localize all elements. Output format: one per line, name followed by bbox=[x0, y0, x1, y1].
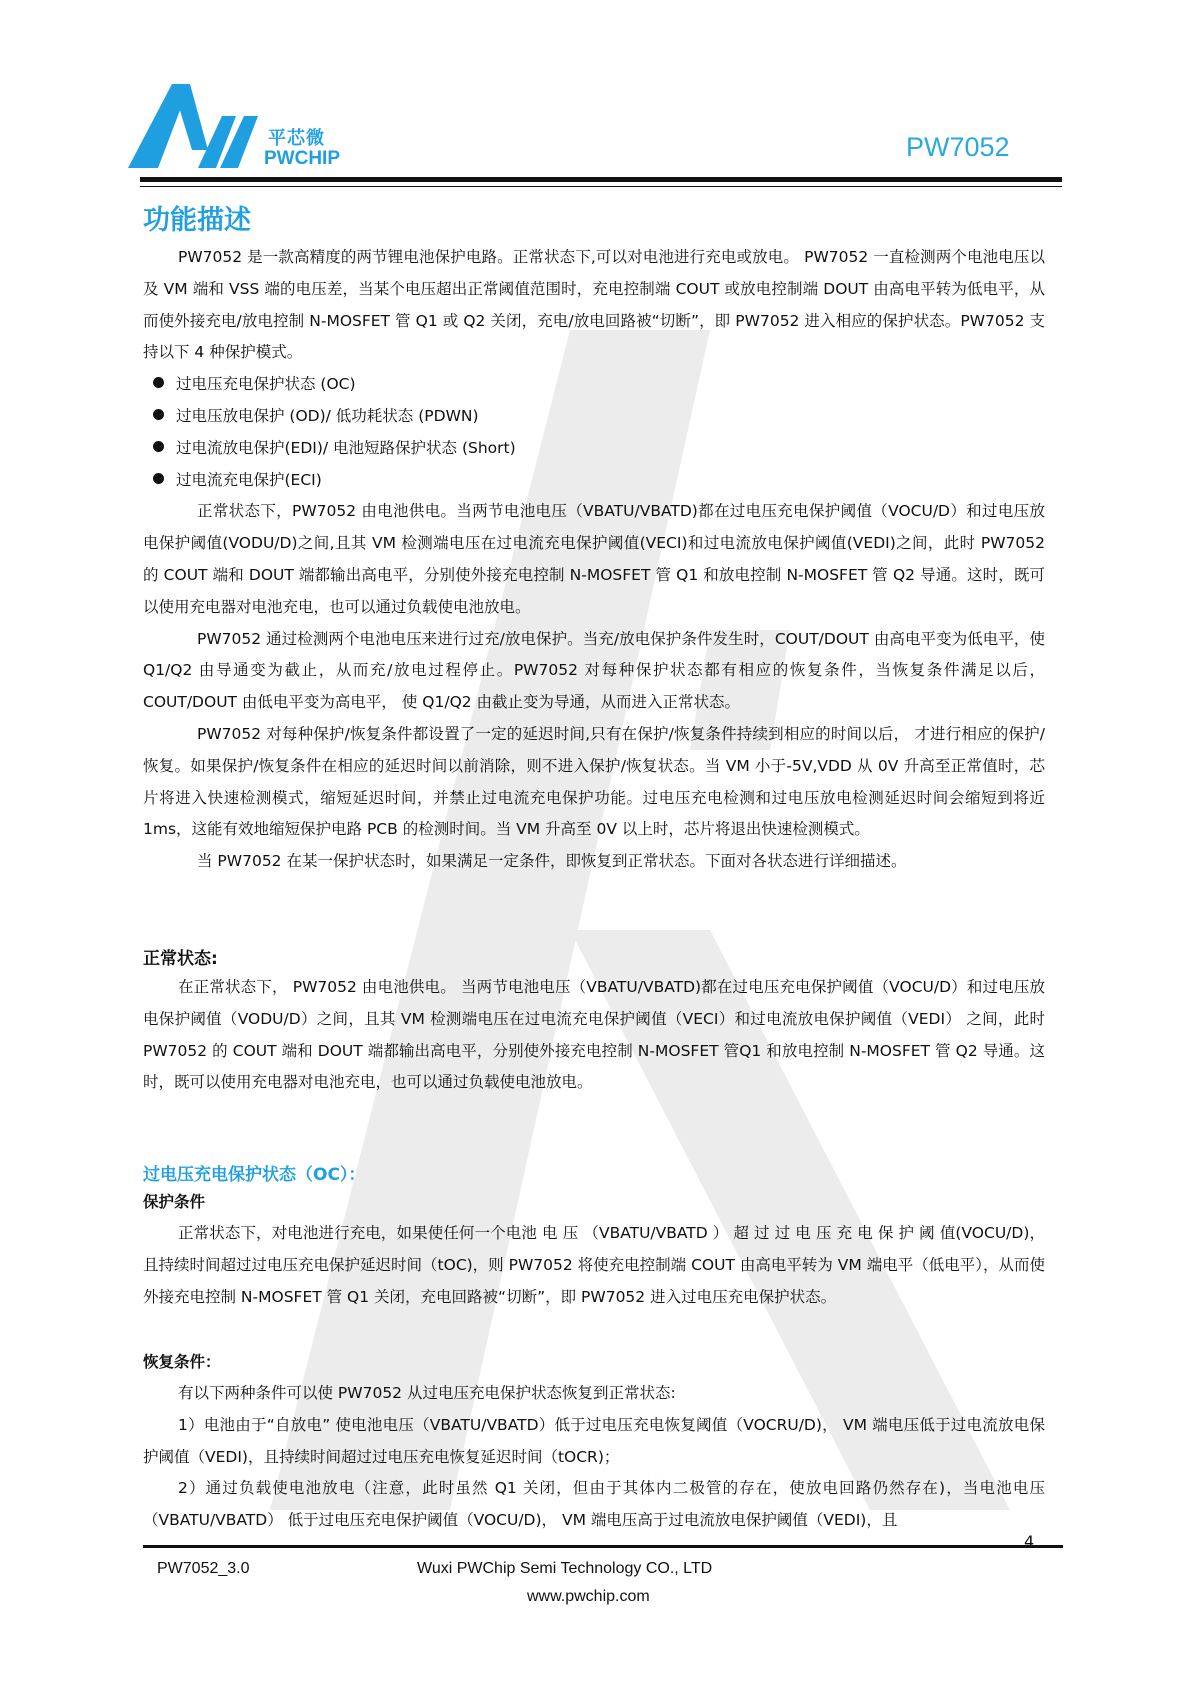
delay-paragraph: PW7052 对每种保护/恢复条件都设置了一定的延迟时间,只有在保护/恢复条件持续到相应的时间以后， 才进行相应的保护/恢复。如果保护/恢复条件在相应的延迟时间以前消除，则不进入保护/恢复状态。当 VM 小于-5V,VDD 从 0V 升高至正常值时，芯片将进入快速检测模式，缩短延迟时间，并禁止过电流充电保护功能。过电压充电检测和过电压放电检测延迟时间会缩短到将近 1ms，这能有效地缩短保护电路 PCB 的检测时间。当 VM 升高至 0V 以上时，芯片将退出快速检测模式。 bbox=[143, 724, 1045, 839]
footer-version: PW7052_3.0 bbox=[157, 1560, 250, 1577]
oc-section-title: 过电压充电保护状态（OC）： bbox=[143, 1165, 366, 1185]
footer-divider bbox=[143, 1545, 1063, 1548]
page-number: 4 bbox=[1024, 1532, 1035, 1551]
intro-block bbox=[143, 242, 1045, 878]
mode-item: 过电压放电保护 (OD)/ 低功耗状态 (PDWN) bbox=[143, 401, 1045, 433]
bullet-icon bbox=[153, 409, 164, 420]
normal-state-title: 正常状态: bbox=[143, 949, 218, 969]
oc-recovery-title: 恢复条件： bbox=[143, 1353, 221, 1371]
oc-condition-title: 保护条件 bbox=[143, 1193, 206, 1211]
footer-company: Wuxi PWChip Semi Technology CO., LTD bbox=[417, 1560, 713, 1577]
bullet-icon bbox=[153, 441, 164, 452]
mode-item: 过电流放电保护(EDI)/ 电池短路保护状态 (Short) bbox=[143, 433, 1045, 465]
oc-recovery-item-2: 2）通过负载使电池放电（注意，此时虽然 Q1 关闭，但由于其体内二极管的存在，使放电回路仍然存在)，当电池电压（VBATU/VBATD） 低于过电压充电保护阈值（VOCU/D)， VM 端电压高于过电流放电保护阈值（VEDI)，且 bbox=[143, 1479, 1045, 1530]
header-divider-thin bbox=[140, 186, 1062, 187]
oc-recovery-block bbox=[143, 1378, 1045, 1537]
oc-condition-text: 正常状态下，对电池进行充电，如果使任何一个电池 电 压 （VBATU/VBATD ） 超 过 过 电 压 充 电 保 护 阈 值(VOCU/D)，且持续时间超过过电压充电保护延迟时间（tOC)，则 PW7052 将使充电控制端 COUT 由高电平转为 VM 端电平（低电平），从而使外接充电控制 N-MOSFET 管 Q1 关闭，充电回路被“切断”，即 PW7052 进入过电压充电保护状态。 bbox=[143, 1224, 1045, 1306]
normal-state-text: 在正常状态下， PW7052 由电池供电。 当两节电池电压（VBATU/VBATD)都在过电压充电保护阈值（VOCU/D）和过电压放电保护阈值（VODU/D）之间，且其 VM 检测端电压在过电流充电保护阈值（VECI）和过电流放电保护阈值（VEDI） 之间，此时 PW7052 的 COUT 端和 DOUT 端都输出高电平，分别使外接充电控制 N-MOSFET 管Q1 和放电控制 N-MOSFET 管 Q2 导通。这时，既可以使用充电器对电池充电，也可以通过负载使电池放电。 bbox=[143, 978, 1045, 1092]
logo-chinese-text: 平芯微 bbox=[268, 128, 325, 149]
bullet-icon bbox=[153, 377, 164, 388]
document-code: PW7052 bbox=[906, 132, 1010, 162]
intro-paragraph: PW7052 是一款高精度的两节锂电池保护电路。正常状态下,可以对电池进行充电或放电。 PW7052 一直检测两个电池电压以及 VM 端和 VSS 端的电压差，当某个电压超出正常阈值范围时，充电控制端 COUT 或放电控制端 DOUT 由高电平转为低电平，从而使外接充电/放电控制 N-MOSFET 管 Q1 或 Q2 关闭，充电/放电回路被“切断”，即 PW7052 进入相应的保护状态。PW7052 支持以下 4 种保护模式。 bbox=[143, 248, 1045, 362]
oc-recovery-item-1: 1）电池由于“自放电” 使电池电压（VBATU/VBATD）低于过电压充电恢复阈值（VOCRU/D)， VM 端电压低于过电流放电保护阈值（VEDI)，且持续时间超过过电压充电恢复延迟时间（tOCR)； bbox=[143, 1415, 1045, 1466]
oc-condition-block bbox=[143, 1218, 1045, 1313]
normal-state-block bbox=[143, 972, 1045, 1099]
protection-paragraph: PW7052 通过检测两个电池电压来进行过充/放电保护。当充/放电保护条件发生时，COUT/DOUT 由高电平变为低电平，使 Q1/Q2 由导通变为截止，从而充/放电过程停止。PW7052 对每种保护状态都有相应的恢复条件，当恢复条件满足以后，COUT/DOUT 由低电平变为高电平， 使 Q1/Q2 由截止变为导通，从而进入正常状态。 bbox=[143, 629, 1045, 712]
footer-website: www.pwchip.com bbox=[527, 1588, 650, 1605]
mode-item: 过电压充电保护状态 (OC) bbox=[143, 369, 1045, 401]
bullet-icon bbox=[153, 473, 164, 484]
mode-item: 过电流充电保护(ECI) bbox=[143, 465, 1045, 497]
section-title: 功能描述 bbox=[143, 205, 251, 236]
normal-summary-paragraph: 正常状态下，PW7052 由电池供电。当两节电池电压（VBATU/VBATD)都在过电压充电保护阈值（VOCU/D）和过电压放电保护阈值(VODU/D)之间,且其 VM 检测端电压在过电流充电保护阈值(VECI)和过电流放电保护阈值(VEDI)之间，此时 PW7052 的 COUT 端和 DOUT 端都输出高电平，分别使外接充电控制 N-MOSFET 管 Q1 和放电控制 N-MOSFET 管 Q2 导通。这时，既可以使用充电器对电池充电，也可以通过负载使电池放电。 bbox=[143, 502, 1045, 616]
recovery-summary-paragraph: 当 PW7052 在某一保护状态时，如果满足一定条件，即恢复到正常状态。下面对各状态进行详细描述。 bbox=[197, 852, 907, 871]
header-divider bbox=[140, 177, 1062, 182]
logo-english-text: PWCHIP bbox=[264, 148, 340, 169]
oc-recovery-intro: 有以下两种条件可以使 PW7052 从过电压充电保护状态恢复到正常状态: bbox=[178, 1384, 676, 1402]
